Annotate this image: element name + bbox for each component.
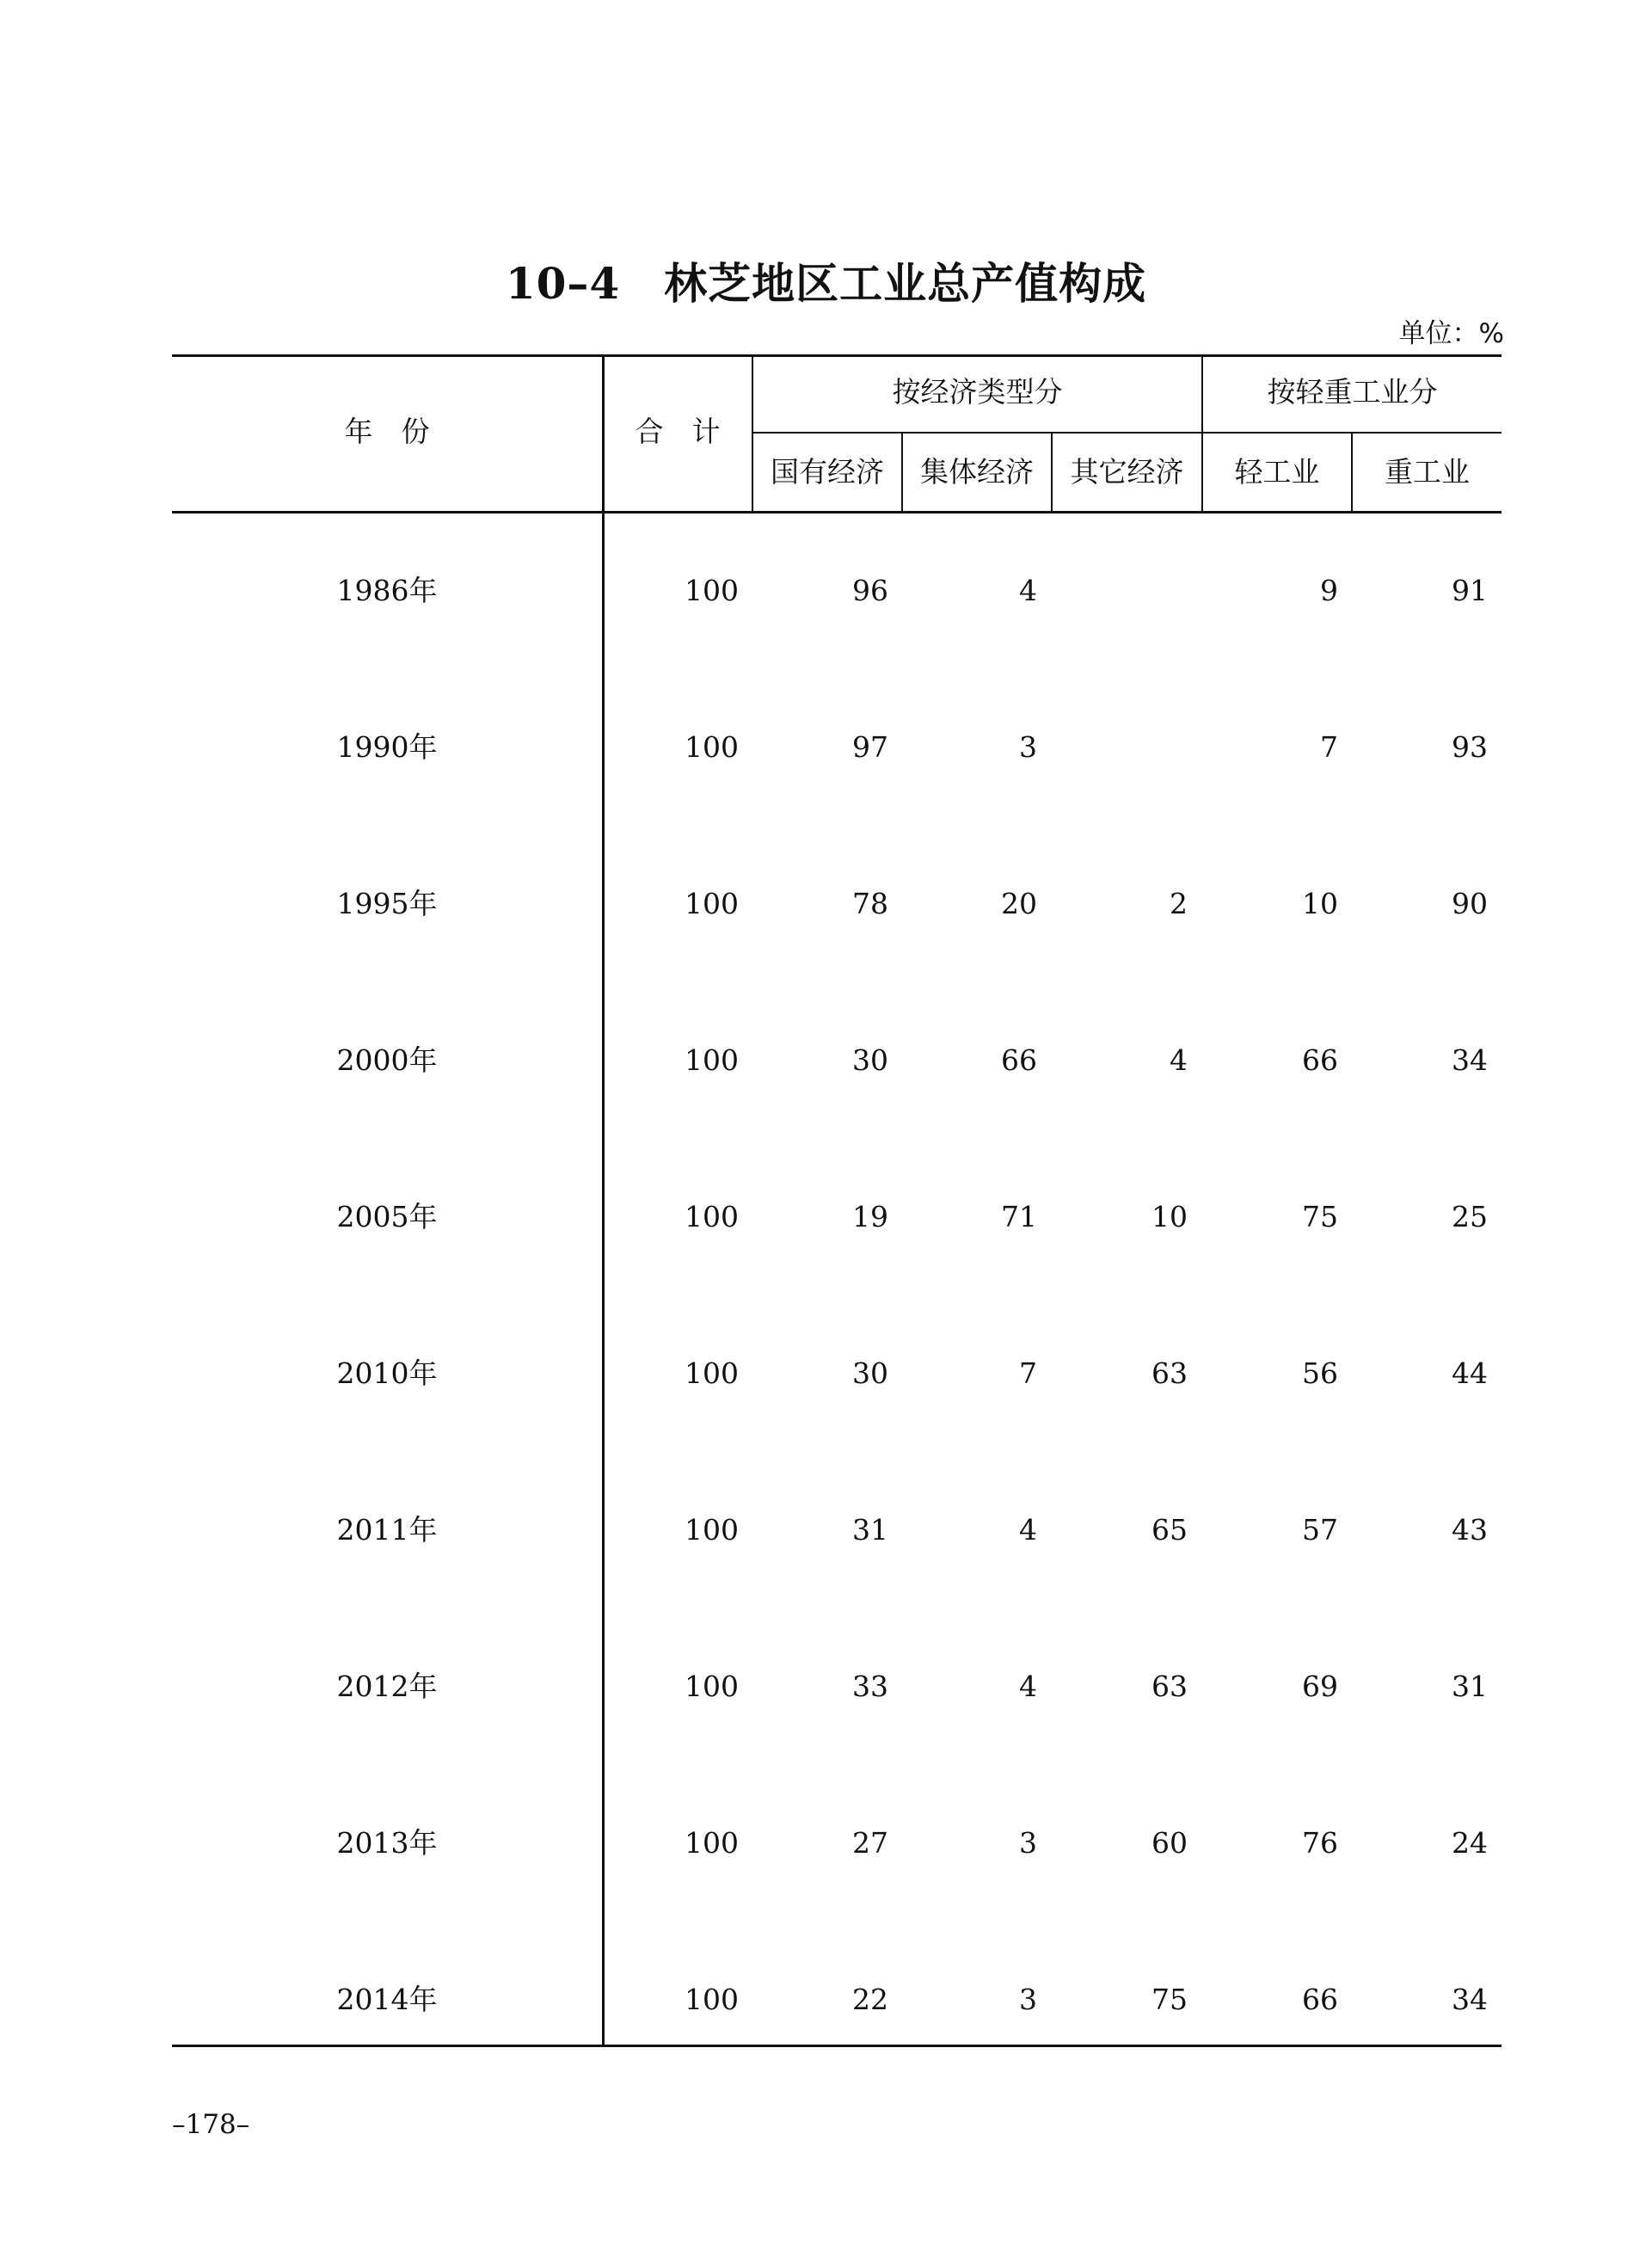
header-total: 合 计	[635, 415, 721, 448]
table-title: 10–4 林芝地区工业总产值构成	[505, 258, 1147, 309]
cell-year: 2013年	[336, 1826, 438, 1860]
cell-total: 100	[685, 574, 739, 607]
cell-total: 100	[685, 1983, 739, 2016]
header-heavy-industry: 重工业	[1385, 455, 1470, 489]
cell-light: 76	[1302, 1826, 1338, 1860]
cell-heavy: 91	[1452, 574, 1488, 607]
header-year: 年 份	[344, 415, 430, 448]
header-light-industry: 轻工业	[1234, 455, 1320, 489]
cell-year: 1995年	[336, 887, 438, 920]
cell-collective: 3	[1019, 730, 1037, 764]
header-group-light-heavy: 按轻重工业分	[1267, 375, 1438, 409]
cell-state: 96	[852, 574, 888, 607]
cell-other: 63	[1151, 1670, 1188, 1703]
cell-year: 2010年	[336, 1356, 438, 1390]
cell-other: 2	[1170, 887, 1188, 920]
cell-year: 1990年	[336, 730, 438, 764]
page-number: –178–	[172, 2109, 250, 2140]
cell-state: 78	[852, 887, 888, 920]
cell-state: 33	[852, 1670, 888, 1703]
header-collective-economy: 集体经济	[920, 455, 1034, 489]
cell-state: 30	[852, 1356, 888, 1390]
cell-light: 69	[1302, 1670, 1338, 1703]
cell-other: 60	[1151, 1826, 1188, 1860]
cell-year: 1986年	[336, 574, 438, 607]
cell-heavy: 34	[1452, 1983, 1488, 2016]
cell-collective: 7	[1019, 1356, 1037, 1390]
cell-light: 57	[1302, 1513, 1338, 1547]
header-other-economy: 其它经济	[1070, 455, 1184, 489]
cell-heavy: 43	[1452, 1513, 1488, 1547]
cell-state: 30	[852, 1043, 888, 1077]
header-state-economy: 国有经济	[771, 455, 884, 489]
cell-heavy: 25	[1452, 1200, 1488, 1233]
cell-year: 2005年	[336, 1200, 438, 1233]
cell-collective: 4	[1019, 1513, 1037, 1547]
cell-other: 65	[1151, 1513, 1188, 1547]
cell-light: 66	[1302, 1983, 1338, 2016]
cell-total: 100	[685, 1200, 739, 1233]
cell-state: 19	[852, 1200, 888, 1233]
header-group-economic-type: 按经济类型分	[892, 375, 1063, 409]
cell-collective: 71	[1001, 1200, 1037, 1233]
cell-state: 97	[852, 730, 888, 764]
cell-total: 100	[685, 1513, 739, 1547]
cell-collective: 3	[1019, 1983, 1037, 2016]
cell-year: 2011年	[336, 1513, 438, 1547]
cell-heavy: 44	[1452, 1356, 1488, 1390]
cell-heavy: 90	[1452, 887, 1488, 920]
cell-other: 63	[1151, 1356, 1188, 1390]
cell-light: 56	[1302, 1356, 1338, 1390]
cell-collective: 3	[1019, 1826, 1037, 1860]
cell-total: 100	[685, 1043, 739, 1077]
cell-light: 10	[1302, 887, 1338, 920]
cell-light: 66	[1302, 1043, 1338, 1077]
cell-total: 100	[685, 1826, 739, 1860]
cell-collective: 66	[1001, 1043, 1037, 1077]
cell-light: 75	[1302, 1200, 1338, 1233]
cell-collective: 4	[1019, 1670, 1037, 1703]
bottom-rule	[172, 2045, 1502, 2047]
cell-total: 100	[685, 1670, 739, 1703]
cell-state: 31	[852, 1513, 888, 1547]
cell-year: 2012年	[336, 1670, 438, 1703]
cell-light: 9	[1320, 574, 1338, 607]
cell-other: 75	[1151, 1983, 1188, 2016]
cell-state: 27	[852, 1826, 888, 1860]
cell-total: 100	[685, 1356, 739, 1390]
cell-total: 100	[685, 887, 739, 920]
cell-light: 7	[1320, 730, 1338, 764]
group-underline	[752, 432, 1502, 434]
cell-year: 2014年	[336, 1983, 438, 2016]
cell-collective: 4	[1019, 574, 1037, 607]
cell-heavy: 93	[1452, 730, 1488, 764]
cell-year: 2000年	[336, 1043, 438, 1077]
header-bottom-rule	[172, 511, 1502, 514]
cell-collective: 20	[1001, 887, 1037, 920]
cell-state: 22	[852, 1983, 888, 2016]
top-rule	[172, 354, 1502, 357]
cell-total: 100	[685, 730, 739, 764]
unit-label: 单位：%	[1398, 318, 1504, 349]
cell-heavy: 34	[1452, 1043, 1488, 1077]
cell-heavy: 24	[1452, 1826, 1488, 1860]
data-table	[172, 354, 1502, 2047]
cell-other: 4	[1170, 1043, 1188, 1077]
cell-heavy: 31	[1452, 1670, 1488, 1703]
cell-other: 10	[1151, 1200, 1188, 1233]
